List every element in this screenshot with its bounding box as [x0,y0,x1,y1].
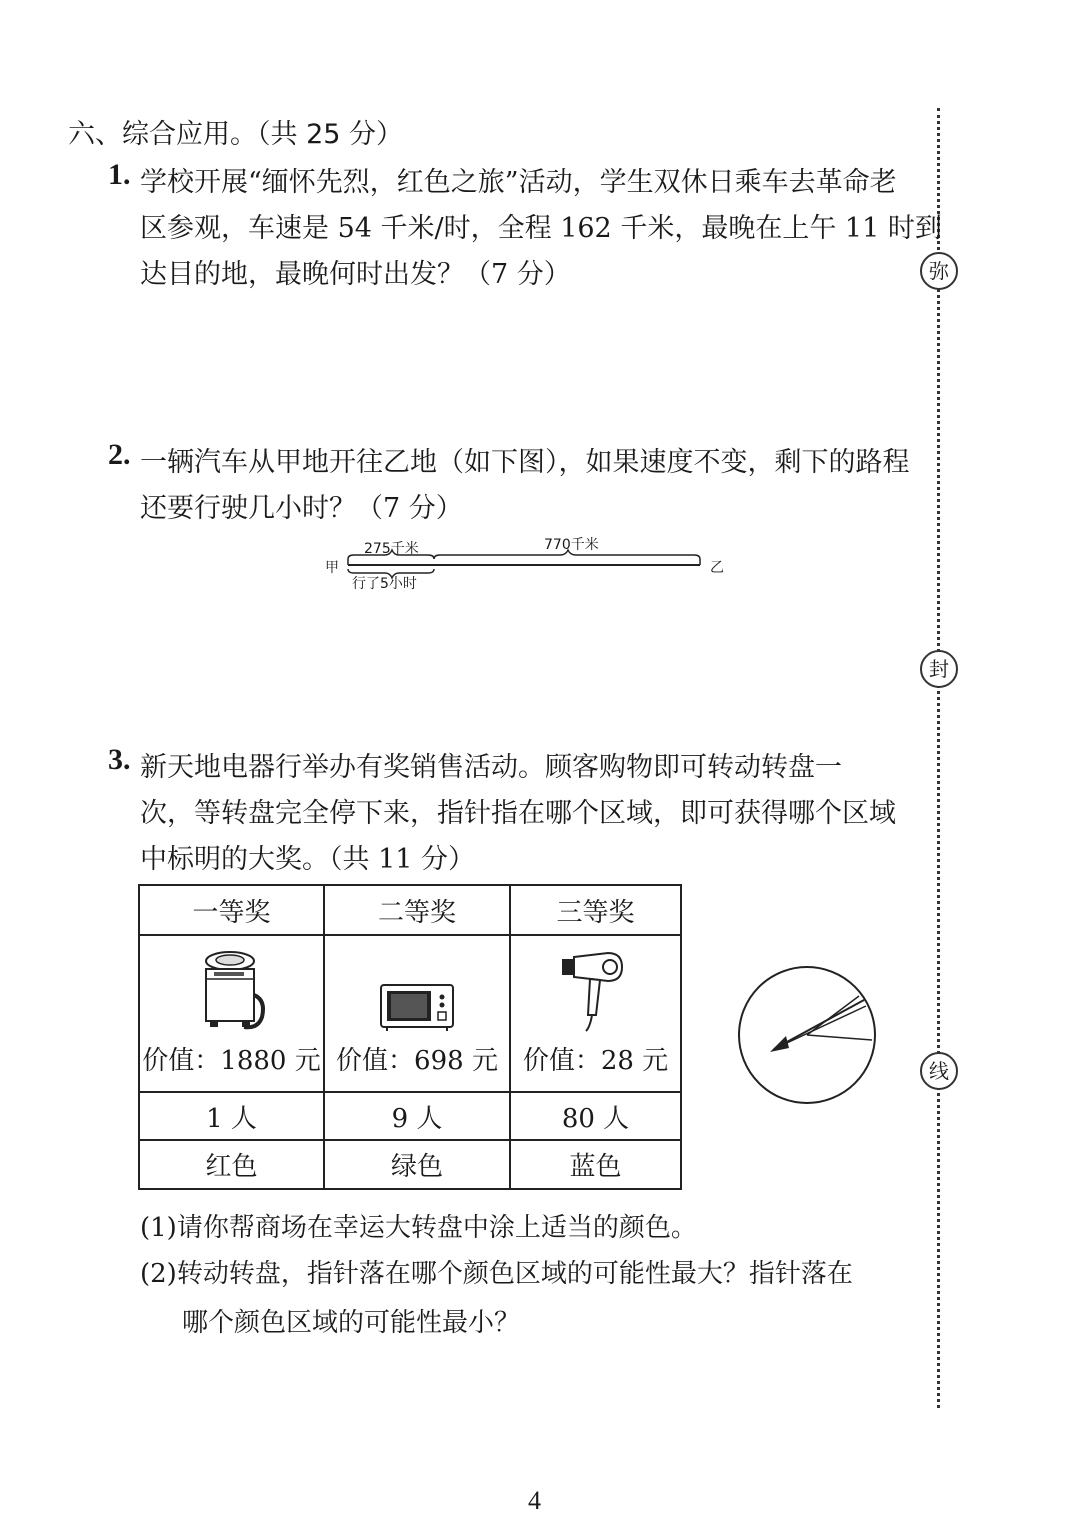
q3-line-1: 新天地电器行举办有奖销售活动。顾客购物即可转动转盘一 [140,752,842,783]
page-number: 4 [528,1486,541,1515]
seal-xian: 线 [920,1052,958,1090]
cell-third-prize [510,935,681,1092]
prize-table [138,884,682,1190]
table-color-row [139,1140,681,1189]
header-first-prize: 一等奖 [139,885,324,935]
section-title: 六、综合应用。（共 25 分） [68,119,404,150]
count-second-prize: 9 人 [324,1092,510,1140]
color-second-prize: 绿色 [324,1140,510,1189]
q1-line-1: 学校开展“缅怀先烈，红色之旅”活动，学生双休日乘车去革命老 [140,167,897,198]
q1-line-3: 达目的地，最晚何时出发？（7 分） [140,259,571,290]
q2-number: 2. [108,438,131,471]
q2-line-1: 一辆汽车从甲地开往乙地（如下图），如果速度不变，剩下的路程 [140,447,910,478]
q3-line-2: 次，等转盘完全停下来，指针指在哪个区域，即可获得哪个区域 [140,798,896,829]
value-third-prize: 价值：28 元 [522,1045,669,1076]
count-third-prize: 80 人 [510,1092,681,1140]
table-prize-row [139,935,681,1092]
diagram-note-label: 行了5小时 [352,576,417,592]
header-third-prize: 三等奖 [510,885,681,935]
binding-line [937,108,940,1408]
value-first-prize: 价值：1880 元 [142,1045,321,1076]
count-first-prize: 1 人 [139,1092,324,1140]
diagram-start-label: 甲 [325,560,339,576]
header-second-prize: 二等奖 [324,885,510,935]
table-header-row [139,885,681,935]
lucky-spinner [734,962,880,1108]
q3-line-3: 中标明的大奖。（共 11 分） [140,844,476,875]
color-third-prize: 蓝色 [510,1140,681,1189]
q3-sub2-line-1: (2)转动转盘，指针落在哪个颜色区域的可能性最大？指针落在 [140,1259,853,1289]
cell-second-prize [324,935,510,1092]
q2-line-2: 还要行驶几小时？（7 分） [140,493,463,524]
q1-line-2: 区参观，车速是 54 千米/时，全程 162 千米，最晚在上午 11 时到 [140,213,942,244]
hair-dryer-icon [556,949,636,1035]
washing-machine-icon [192,945,272,1035]
value-second-prize: 价值：698 元 [336,1045,498,1076]
cell-first-prize [139,935,324,1092]
diagram-segment2-label: 770千米 [544,537,599,553]
q1-number: 1. [108,158,131,191]
microwave-icon [377,975,457,1035]
diagram-segment1-label: 275千米 [364,541,419,557]
q3-sub2-line-2: 哪个颜色区域的可能性最小？ [182,1308,521,1338]
q3-number: 3. [108,743,131,776]
seal-mi: 弥 [920,252,958,290]
diagram-end-label: 乙 [710,560,724,576]
seal-feng: 封 [920,650,958,688]
table-count-row [139,1092,681,1140]
color-first-prize: 红色 [139,1140,324,1189]
q3-sub1: (1)请你帮商场在幸运大转盘中涂上适当的颜色。 [140,1213,697,1243]
